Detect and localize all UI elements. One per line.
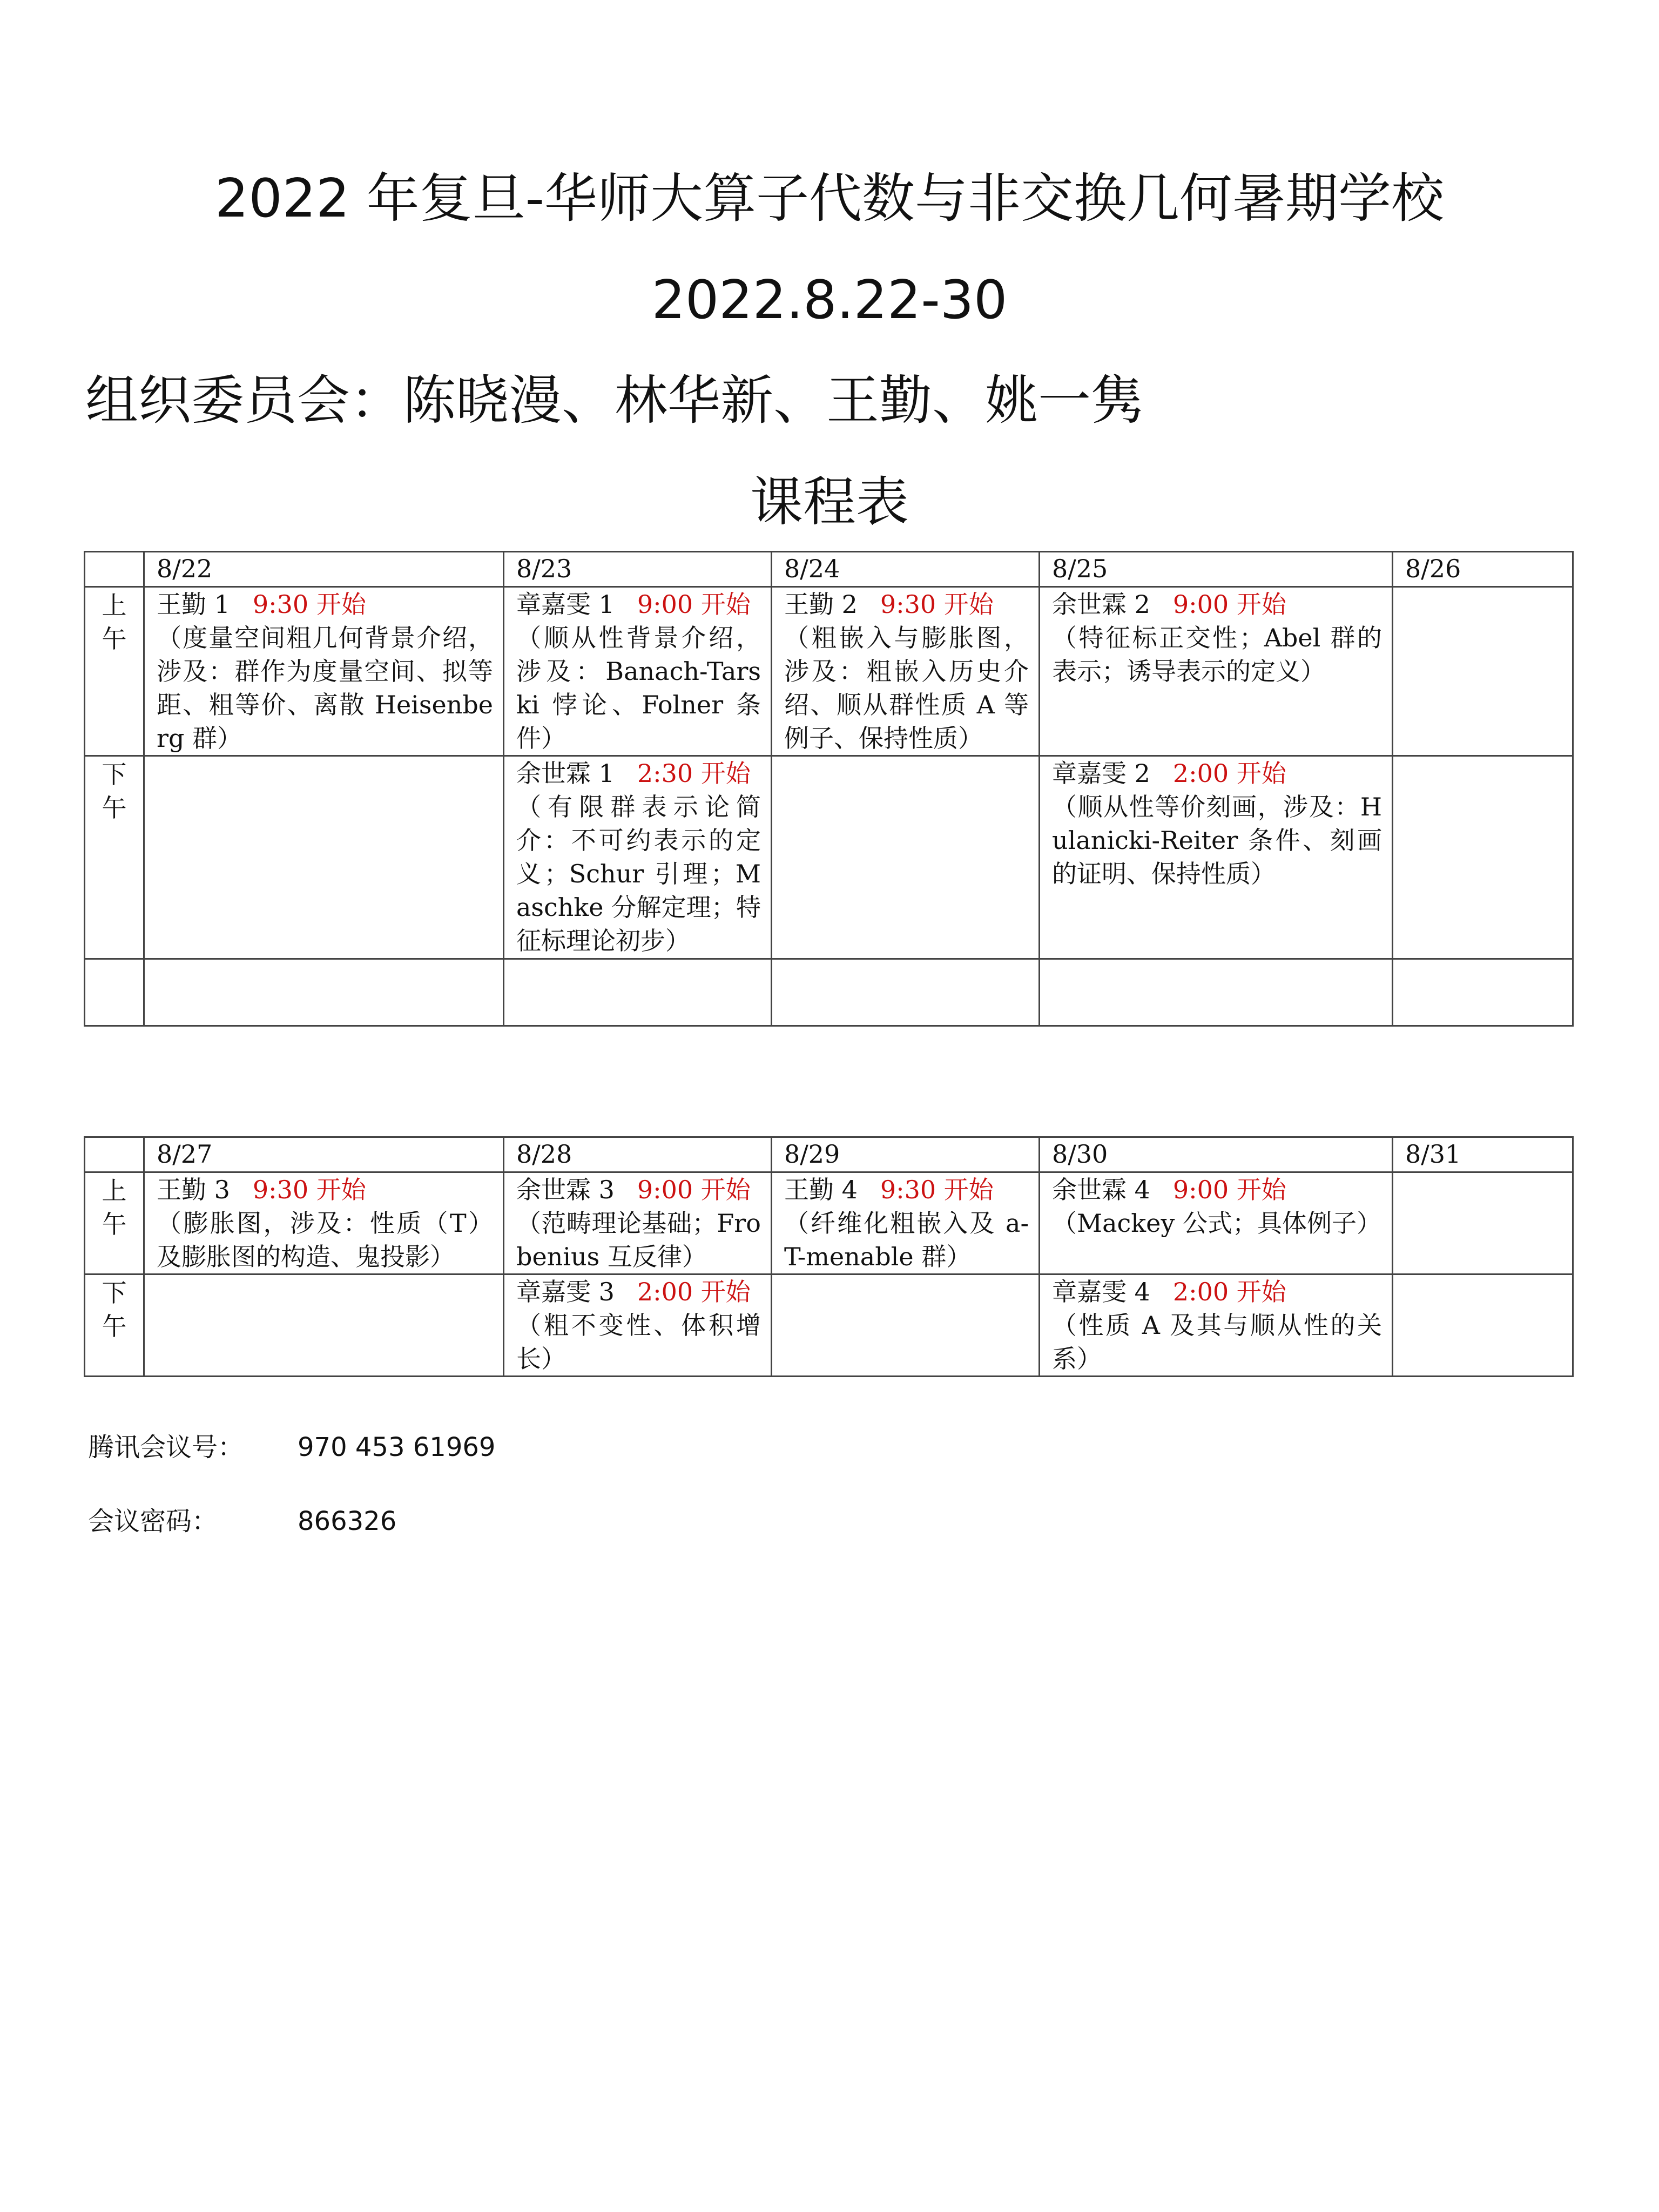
date-cell: 8/25 xyxy=(1040,552,1393,587)
session-cell xyxy=(772,1172,1040,1274)
session-cell xyxy=(504,587,772,756)
session-speaker: 王勤 4 xyxy=(784,1175,858,1204)
half-char: 午 xyxy=(102,1312,127,1341)
session-cell xyxy=(1040,1274,1393,1377)
meeting-password-value: 866326 xyxy=(298,1506,397,1536)
empty-cell xyxy=(1040,959,1393,1026)
afternoon-row xyxy=(85,756,1573,959)
session-speaker: 余世霖 1 xyxy=(516,759,615,788)
session-header xyxy=(516,757,761,790)
session-time: 2:30 开始 xyxy=(637,759,751,788)
session-speaker: 章嘉雯 2 xyxy=(1052,759,1150,788)
empty-cell xyxy=(144,959,504,1026)
session-cell xyxy=(1040,1172,1393,1274)
date-cell: 8/22 xyxy=(144,552,504,587)
afternoon-label xyxy=(85,756,144,959)
date-header-row xyxy=(85,552,1573,587)
empty-cell xyxy=(772,959,1040,1026)
date-cell: 8/29 xyxy=(772,1137,1040,1172)
organizing-committee: 组织委员会：陈晓漫、林华新、王勤、姚一隽 xyxy=(85,370,1144,431)
session-cell xyxy=(504,1274,772,1377)
session-speaker: 章嘉雯 4 xyxy=(1052,1277,1150,1306)
session-time: 9:30 开始 xyxy=(252,590,366,619)
corner-cell xyxy=(85,552,144,587)
session-topic: （粗嵌入与膨胀图，涉及：粗嵌入历史介绍、顺从群性质 A 等例子、保持性质） xyxy=(784,623,1029,753)
session-topic: （度量空间粗几何背景介绍，涉及：群作为度量空间、拟等距、粗等价、离散 Heisenberg 群） xyxy=(157,623,493,753)
empty-cell xyxy=(1393,1172,1573,1274)
empty-cell xyxy=(1393,959,1573,1026)
session-speaker: 王勤 1 xyxy=(157,590,230,619)
document-title: 2022 年复旦-华师大算子代数与非交换几何暑期学校 xyxy=(215,168,1444,230)
session-cell xyxy=(1040,587,1393,756)
session-topic: （Mackey 公式；具体例子） xyxy=(1052,1209,1381,1238)
session-topic: （特征标正交性；Abel 群的表示；诱导表示的定义） xyxy=(1052,623,1382,686)
session-topic: （顺从性等价刻画，涉及：Hulanicki-Reiter 条件、刻画的证明、保持性质） xyxy=(1052,792,1382,888)
session-time: 9:00 开始 xyxy=(1172,590,1286,619)
session-topic: （纤维化粗嵌入及 a-T-menable 群） xyxy=(784,1209,1029,1271)
session-cell xyxy=(144,587,504,756)
afternoon-label xyxy=(85,1274,144,1377)
session-time: 9:00 开始 xyxy=(637,1175,751,1204)
morning-label xyxy=(85,1172,144,1274)
afternoon-row xyxy=(85,1274,1573,1377)
session-time: 9:30 开始 xyxy=(880,590,994,619)
session-header xyxy=(516,1275,761,1309)
date-cell: 8/28 xyxy=(504,1137,772,1172)
corner-cell xyxy=(85,1137,144,1172)
schedule-title: 课程表 xyxy=(750,471,909,533)
session-time: 9:00 开始 xyxy=(637,590,751,619)
session-time: 2:00 开始 xyxy=(1172,759,1286,788)
session-speaker: 王勤 2 xyxy=(784,590,858,619)
empty-cell xyxy=(1393,587,1573,756)
session-header xyxy=(1052,588,1382,621)
date-range: 2022.8.22-30 xyxy=(651,269,1008,331)
session-header xyxy=(784,588,1029,621)
morning-label xyxy=(85,587,144,756)
session-header xyxy=(516,1173,761,1206)
session-topic: （有限群表示论简介：不可约表示的定义；Schur 引理；Maschke 分解定理；特征标理论初步） xyxy=(516,792,761,955)
meeting-id-row xyxy=(88,1430,495,1465)
session-header xyxy=(1052,1275,1382,1309)
date-cell: 8/31 xyxy=(1393,1137,1573,1172)
session-cell xyxy=(144,1172,504,1274)
half-char: 午 xyxy=(102,624,127,653)
half-char: 下 xyxy=(102,1278,127,1307)
session-header xyxy=(784,1173,1029,1206)
date-header-row xyxy=(85,1137,1573,1172)
meeting-password-label: 会议密码： xyxy=(88,1506,218,1536)
blank-row xyxy=(85,959,1573,1026)
schedule-table-week2 xyxy=(84,1136,1574,1377)
morning-row xyxy=(85,587,1573,756)
date-cell: 8/30 xyxy=(1040,1137,1393,1172)
session-header xyxy=(157,1173,493,1206)
session-speaker: 余世霖 4 xyxy=(1052,1175,1150,1204)
session-header xyxy=(1052,757,1382,790)
session-speaker: 余世霖 3 xyxy=(516,1175,615,1204)
morning-row xyxy=(85,1172,1573,1274)
empty-cell xyxy=(772,1274,1040,1377)
session-cell xyxy=(504,1172,772,1274)
session-cell xyxy=(1040,756,1393,959)
session-cell xyxy=(772,587,1040,756)
empty-cell xyxy=(144,756,504,959)
session-speaker: 余世霖 2 xyxy=(1052,590,1150,619)
empty-cell xyxy=(85,959,144,1026)
meeting-id-value: 970 453 61969 xyxy=(298,1432,496,1462)
half-char: 上 xyxy=(102,591,127,620)
empty-cell xyxy=(772,756,1040,959)
date-cell: 8/27 xyxy=(144,1137,504,1172)
half-char: 午 xyxy=(102,1210,127,1239)
session-header xyxy=(516,588,761,621)
session-topic: （性质 A 及其与顺从性的关系） xyxy=(1052,1311,1382,1373)
schedule-table-week1 xyxy=(84,551,1574,1027)
half-char: 上 xyxy=(102,1176,127,1205)
session-time: 9:00 开始 xyxy=(1172,1175,1286,1204)
session-header xyxy=(1052,1173,1382,1206)
empty-cell xyxy=(1393,756,1573,959)
session-topic: （顺从性背景介绍，涉及：Banach-Tarski 悖论、Folner 条件） xyxy=(516,623,761,753)
session-header xyxy=(157,588,493,621)
date-cell: 8/26 xyxy=(1393,552,1573,587)
session-topic: （范畴理论基础；Frobenius 互反律） xyxy=(516,1209,761,1271)
meeting-password-row xyxy=(88,1504,396,1539)
empty-cell xyxy=(144,1274,504,1377)
session-time: 9:30 开始 xyxy=(880,1175,994,1204)
empty-cell xyxy=(504,959,772,1026)
session-speaker: 章嘉雯 1 xyxy=(516,590,615,619)
session-cell xyxy=(504,756,772,959)
session-speaker: 王勤 3 xyxy=(157,1175,230,1204)
half-char: 下 xyxy=(102,760,127,789)
session-time: 9:30 开始 xyxy=(252,1175,366,1204)
session-topic: （膨胀图，涉及：性质（T）及膨胀图的构造、鬼投影） xyxy=(157,1209,493,1271)
date-cell: 8/23 xyxy=(504,552,772,587)
half-char: 午 xyxy=(102,793,127,822)
empty-cell xyxy=(1393,1274,1573,1377)
date-cell: 8/24 xyxy=(772,552,1040,587)
session-topic: （粗不变性、体积增长） xyxy=(516,1311,761,1373)
session-speaker: 章嘉雯 3 xyxy=(516,1277,615,1306)
meeting-id-label: 腾讯会议号： xyxy=(88,1432,244,1462)
session-time: 2:00 开始 xyxy=(637,1277,751,1306)
session-time: 2:00 开始 xyxy=(1172,1277,1286,1306)
